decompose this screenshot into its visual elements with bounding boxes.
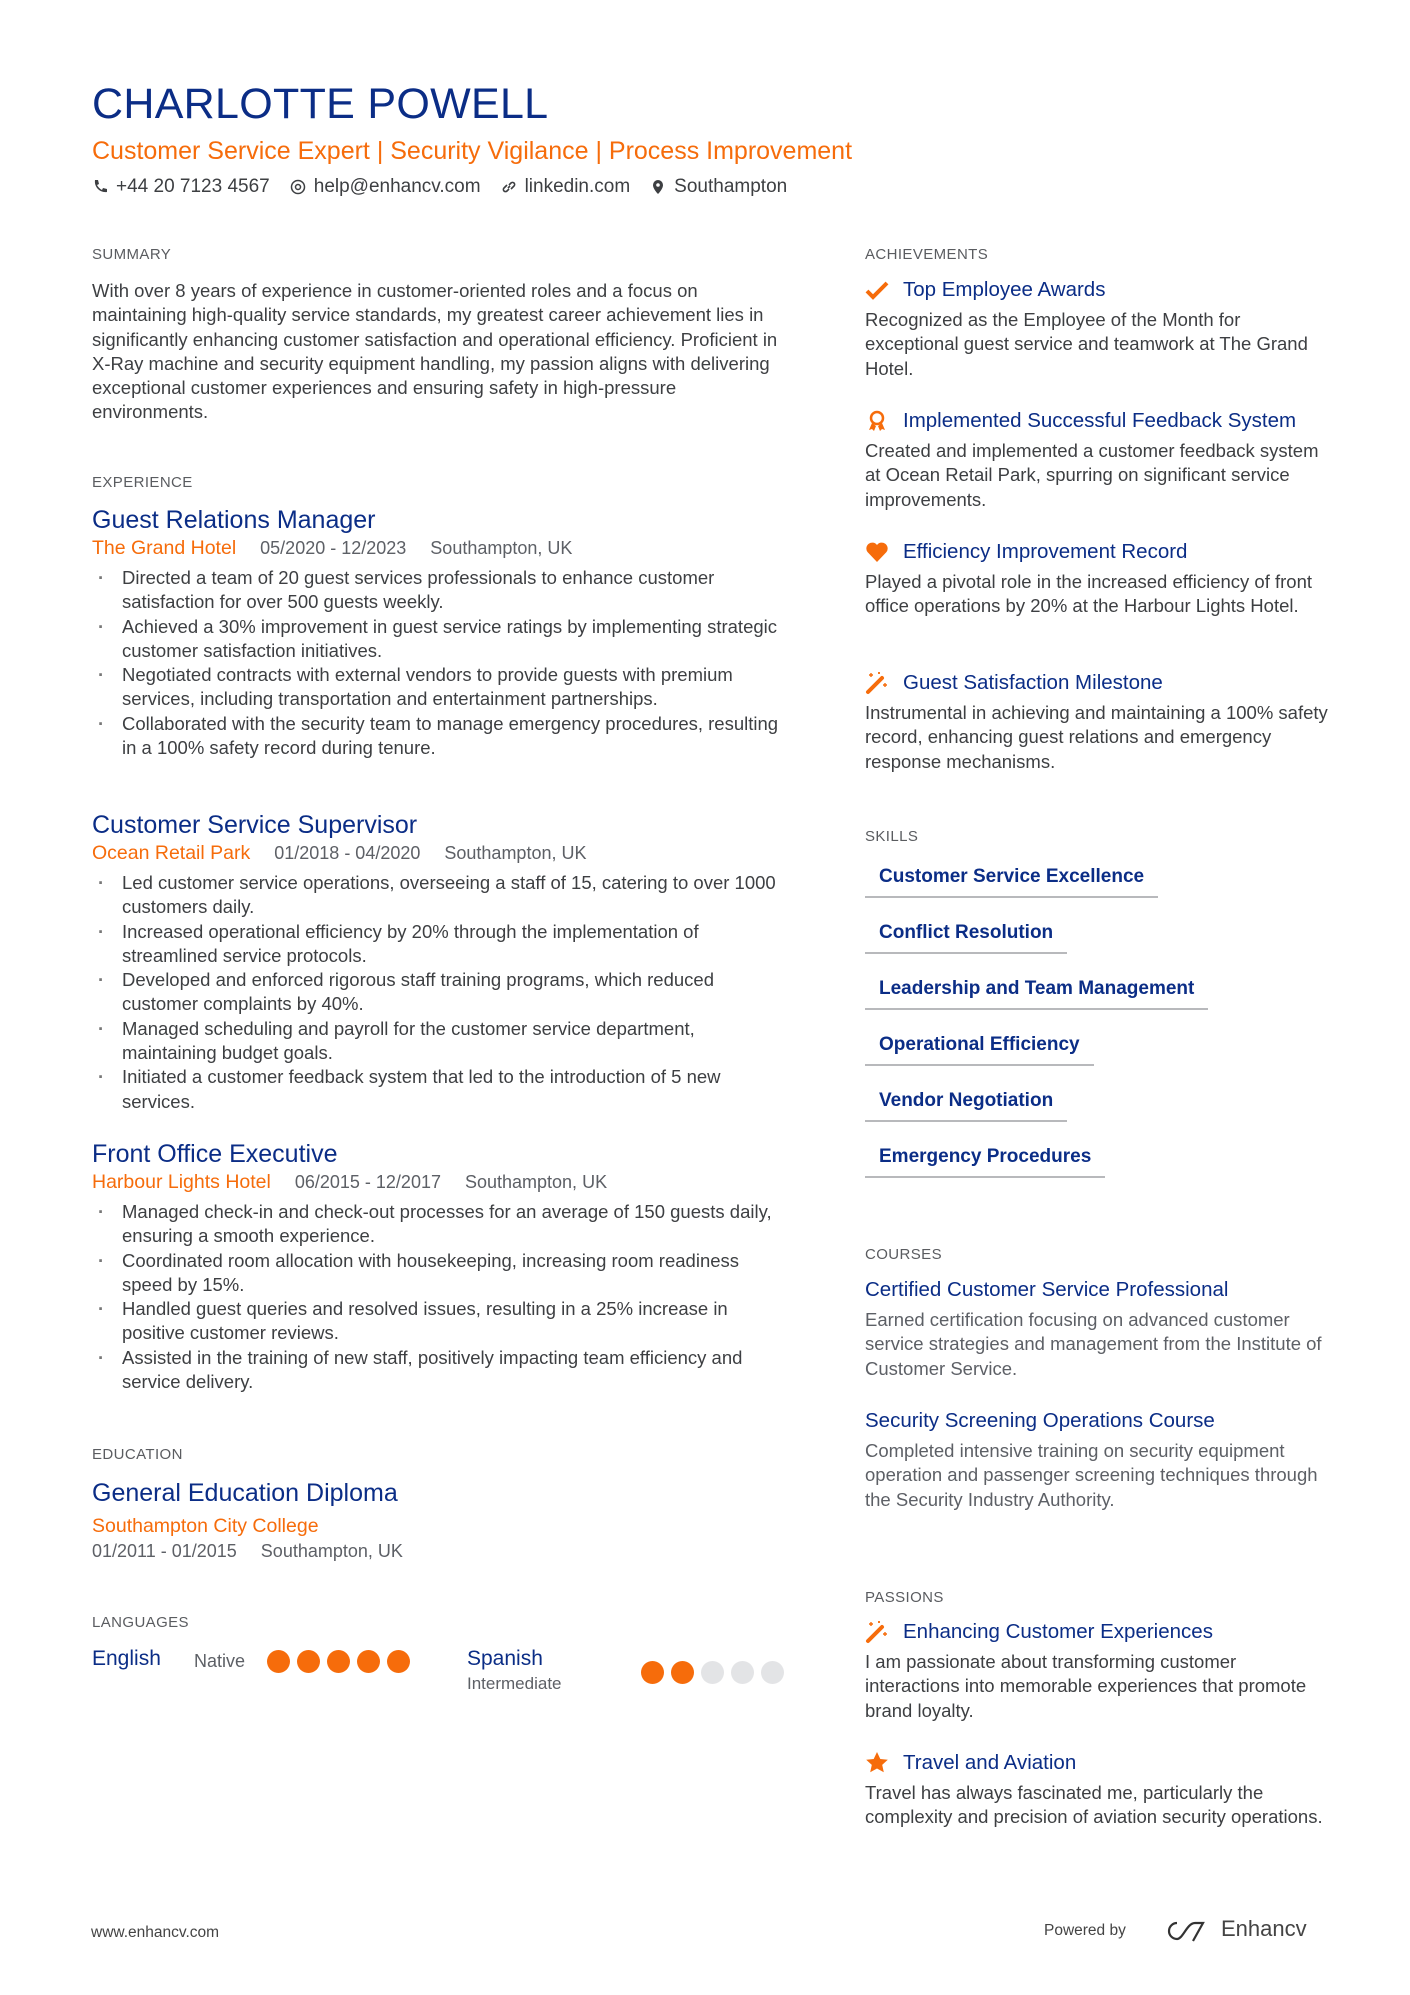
skill-row [865,922,1335,978]
achievements-title-row [865,671,1335,695]
job-entry [92,1140,792,1394]
course-title: Security Screening Operations Course [865,1409,1215,1432]
location-text: Southampton [674,176,788,197]
bullet-item: · Collaborated with the security team to manage emergency procedures, resulting in a 100% safety record during tenure. [92,712,792,761]
rating-dot-filled [671,1661,694,1684]
bullet-item: · Coordinated room allocation with housekeeping, increasing room readiness speed by 15%. [92,1249,792,1298]
link-text[interactable]: linkedin.com [524,176,631,197]
phone-text: +44 20 7123 4567 [116,176,270,197]
award-ribbon-icon [865,409,889,433]
enhancv-brand: Enhancv [1221,1916,1307,1941]
job-title: Customer Service Supervisor [92,811,418,839]
job-location: Southampton, UK [444,843,587,863]
skill-row [865,1146,1335,1202]
location-item [650,176,787,198]
powered-by-label: Powered by [1044,1922,1126,1939]
achievement-item [865,409,1335,512]
skill-tag: Conflict Resolution [865,922,1067,954]
at-icon [290,179,306,195]
section-skills-heading: SKILLS [865,828,919,845]
skill-row [865,1034,1335,1090]
bullet-item: · Developed and enforced rigorous staff training programs, which reduced customer complaints by 40%. [92,968,792,1017]
language-name: English [92,1647,161,1670]
skill-tag: Emergency Procedures [865,1146,1105,1178]
achievement-item [865,278,1335,381]
course-description: Earned certification focusing on advanced customer service strategies and management from the Institute of Customer Service. [865,1309,1322,1379]
contact-info [92,176,787,198]
job-meta [92,537,792,560]
achievements-title-row [865,409,1335,433]
phone-item [92,176,270,198]
passions-title: Enhancing Customer Experiences [903,1620,1213,1643]
language-rating [641,1661,791,1689]
job-dates: 06/2015 - 12/2017 [294,1172,441,1192]
skill-row [865,978,1335,1034]
bullet-item: · Managed scheduling and payroll for the customer service department, maintaining budget goals. [92,1017,792,1066]
section-education-heading: EDUCATION [92,1446,183,1463]
job-title: Front Office Executive [92,1140,338,1168]
job-bullets [92,1200,792,1394]
job-dates: 05/2020 - 12/2023 [260,538,407,558]
section-languages-heading: LANGUAGES [92,1614,189,1631]
job-location: Southampton, UK [430,538,573,558]
company-name: Harbour Lights Hotel [92,1171,271,1193]
achievements-title: Guest Satisfaction Milestone [903,671,1163,694]
rating-dot-filled [357,1650,380,1673]
skill-row [865,866,1335,922]
course-title: Certified Customer Service Professional [865,1278,1229,1301]
degree-title: General Education Diploma [92,1479,398,1507]
rating-dot-filled [297,1650,320,1673]
section-summary-heading: SUMMARY [92,246,172,263]
section-passions-heading: PASSIONS [865,1589,944,1606]
email-text[interactable]: help@enhancv.com [313,176,481,197]
rating-dot-filled [327,1650,350,1673]
skill-tag: Customer Service Excellence [865,866,1158,898]
job-bullets [92,566,792,760]
passions-description: I am passionate about transforming customer interactions into memorable experiences that promote brand loyalty. [865,1651,1307,1721]
bullet-item: · Increased operational efficiency by 20% through the implementation of streamlined service protocols. [92,920,792,969]
passions-title-row [865,1620,1335,1644]
bullet-item: · Handled guest queries and resolved issues, resulting in a 25% increase in positive customer reviews. [92,1297,792,1346]
course-item [865,1278,1335,1381]
bullet-item: · Managed check-in and check-out processes for an average of 150 guests daily, ensuring a smooth experience. [92,1200,792,1249]
map-pin-icon [650,179,666,195]
achievements-title: Top Employee Awards [903,278,1106,301]
achievements-title-row [865,278,1335,302]
achievements-title-row [865,540,1335,564]
phone-icon [92,179,108,195]
bullet-item: · Led customer service operations, overseeing a staff of 15, catering to over 1000 customers daily. [92,871,792,920]
skill-row [865,1090,1335,1146]
footer-website[interactable]: www.enhancv.com [91,1924,220,1941]
company-name: The Grand Hotel [92,537,237,559]
language-level: Intermediate [467,1674,562,1693]
skill-tag: Operational Efficiency [865,1034,1094,1066]
company-name: Ocean Retail Park [92,842,251,864]
passions-description: Travel has always fascinated me, particularly the complexity and precision of aviation security operations. [865,1782,1323,1828]
candidate-name: CHARLOTTE POWELL [92,80,549,128]
passion-item [865,1620,1335,1723]
passions-title: Travel and Aviation [903,1751,1077,1774]
achievements-title: Implemented Successful Feedback System [903,409,1297,432]
skills-list [865,866,1335,1202]
job-bullets [92,871,792,1114]
rating-dot-empty [701,1661,724,1684]
achievements-description: Instrumental in achieving and maintaining a 100% safety record, enhancing guest relations and emergency response mechanisms. [865,702,1328,772]
magic-wand-icon [865,1620,889,1644]
skill-tag: Vendor Negotiation [865,1090,1067,1122]
bullet-item: · Assisted in the training of new staff, positively impacting team efficiency and service delivery. [92,1346,792,1395]
course-description: Completed intensive training on security equipment operation and passenger screening techniques through the Security Industry Authority. [865,1440,1318,1510]
star-icon [865,1751,889,1775]
email-item[interactable] [290,176,481,198]
passions-title-row [865,1751,1335,1775]
job-entry [92,506,792,760]
section-achievements-heading: ACHIEVEMENTS [865,246,989,263]
bullet-item: · Achieved a 30% improvement in guest service ratings by implementing strategic customer satisfaction initiatives. [92,615,792,664]
link-icon [501,179,517,195]
job-location: Southampton, UK [464,1172,608,1192]
achievement-item [865,671,1335,774]
link-item[interactable] [501,176,631,198]
course-item [865,1409,1335,1512]
check-icon [865,278,889,302]
bullet-item: · Directed a team of 20 guest services professionals to enhance customer satisfaction for over 500 guests weekly. [92,566,792,615]
job-meta [92,842,792,865]
achievements-description: Played a pivotal role in the increased efficiency of front office operations by 20% at the Harbour Lights Hotel. [865,571,1312,617]
headline: Customer Service Expert | Security Vigilance | Process Improvement [92,137,853,165]
bullet-item: · Initiated a customer feedback system that led to the introduction of 5 new services. [92,1065,792,1114]
summary-text: With over 8 years of experience in customer-oriented roles and a focus on maintaining high-quality service standards, my greatest career achievement lies in significantly enhancing customer satisfaction and operational efficiency. Proficient in X-Ray machine and security equipment handling, my passion aligns with delivering exceptional customer experiences and ensuring safety in high-pressure environments. [92,280,778,423]
achievements-description: Created and implemented a customer feedback system at Ocean Retail Park, spurring on significant service improvements. [865,440,1319,510]
job-meta [92,1171,792,1194]
heart-icon [865,540,889,564]
section-courses-heading: COURSES [865,1246,942,1263]
achievements-description: Recognized as the Employee of the Month for exceptional guest service and teamwork at The Grand Hotel. [865,309,1308,379]
job-entry [92,811,792,1114]
bullet-item: · Negotiated contracts with external vendors to provide guests with premium services, including transportation and entertainment partnerships. [92,663,792,712]
rating-dot-empty [761,1661,784,1684]
language-name: Spanish [467,1647,543,1670]
job-dates: 01/2018 - 04/2020 [274,843,421,863]
education-meta [92,1541,792,1562]
achievement-item [865,540,1335,619]
rating-dot-filled [387,1650,410,1673]
language-rating [267,1650,417,1678]
rating-dot-filled [267,1650,290,1673]
education-dates: 01/2011 - 01/2015 [92,1541,237,1561]
skill-tag: Leadership and Team Management [865,978,1208,1010]
enhancv-logo-icon [1163,1917,1209,1945]
achievements-title: Efficiency Improvement Record [903,540,1188,563]
rating-dot-empty [731,1661,754,1684]
school-name: Southampton City College [92,1515,319,1537]
passion-item [865,1751,1335,1830]
rating-dot-filled [641,1661,664,1684]
magic-wand-icon [865,671,889,695]
education-location: Southampton, UK [260,1541,403,1561]
job-title: Guest Relations Manager [92,506,376,534]
section-experience-heading: EXPERIENCE [92,474,193,491]
language-level: Native [194,1651,246,1671]
